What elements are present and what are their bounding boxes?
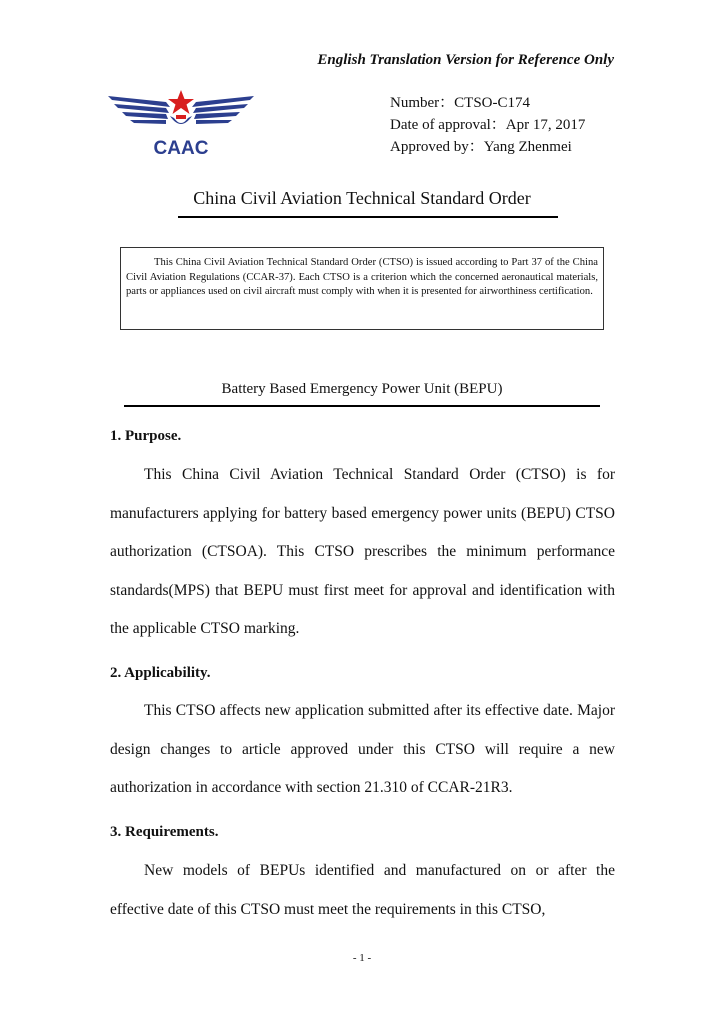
tail-stripe: [176, 115, 186, 119]
section-body-requirements: New models of BEPUs identified and manufactured on or after the effective date of this CTSO must meet the requirements in this CTSO,: [110, 862, 615, 918]
approval-date: Date of approval：Apr 17, 2017: [390, 117, 586, 133]
section-heading-requirements: 3. Requirements.: [110, 824, 219, 840]
caac-logo: [108, 88, 254, 160]
title-divider: [178, 216, 558, 218]
right-wing: [192, 96, 254, 124]
approved-by: Approved by：Yang Zhenmei: [390, 139, 572, 155]
notice-text: This China Civil Aviation Technical Standard Order (CTSO) is issued according to Part 37 of the China Civil Aviation Regulations (CCAR-37). Each CTSO is a criterion which the concerned aeronautical materials, parts or appliances used on civil aircraft must comply with when it is presented for airworthiness certification.: [126, 257, 598, 297]
notice-box: [120, 247, 604, 330]
section-heading-purpose: 1. Purpose.: [110, 428, 182, 444]
translation-note: English Translation Version for Reference Only: [317, 52, 614, 68]
article-title: Battery Based Emergency Power Unit (BEPU): [221, 381, 503, 397]
left-wing: [108, 96, 170, 124]
doc-number: Number：CTSO-C174: [390, 95, 530, 111]
article-divider: [124, 405, 600, 407]
section-heading-applicability: 2. Applicability.: [110, 665, 211, 681]
document-title: China Civil Aviation Technical Standard Order: [193, 188, 531, 208]
page-number: - 1 -: [352, 952, 372, 964]
doc-meta: [390, 92, 585, 158]
section-body-purpose: This China Civil Aviation Technical Standard Order (CTSO) is for manufacturers applying for battery based emergency power units (BEPU) CTSO authorization (CTSOA). This CTSO prescribes the minimum performance standards(MPS) that BEPU must first meet for approval and identification with the applicable CTSO marking.: [110, 466, 615, 637]
logo-text: CAAC: [153, 138, 209, 159]
section-body-applicability: This CTSO affects new application submitted after its effective date. Major design changes to article approved under this CTSO will require a new authorization in accordance with section 21.310 of CCAR-21R3.: [110, 702, 615, 796]
red-star: [168, 90, 194, 114]
